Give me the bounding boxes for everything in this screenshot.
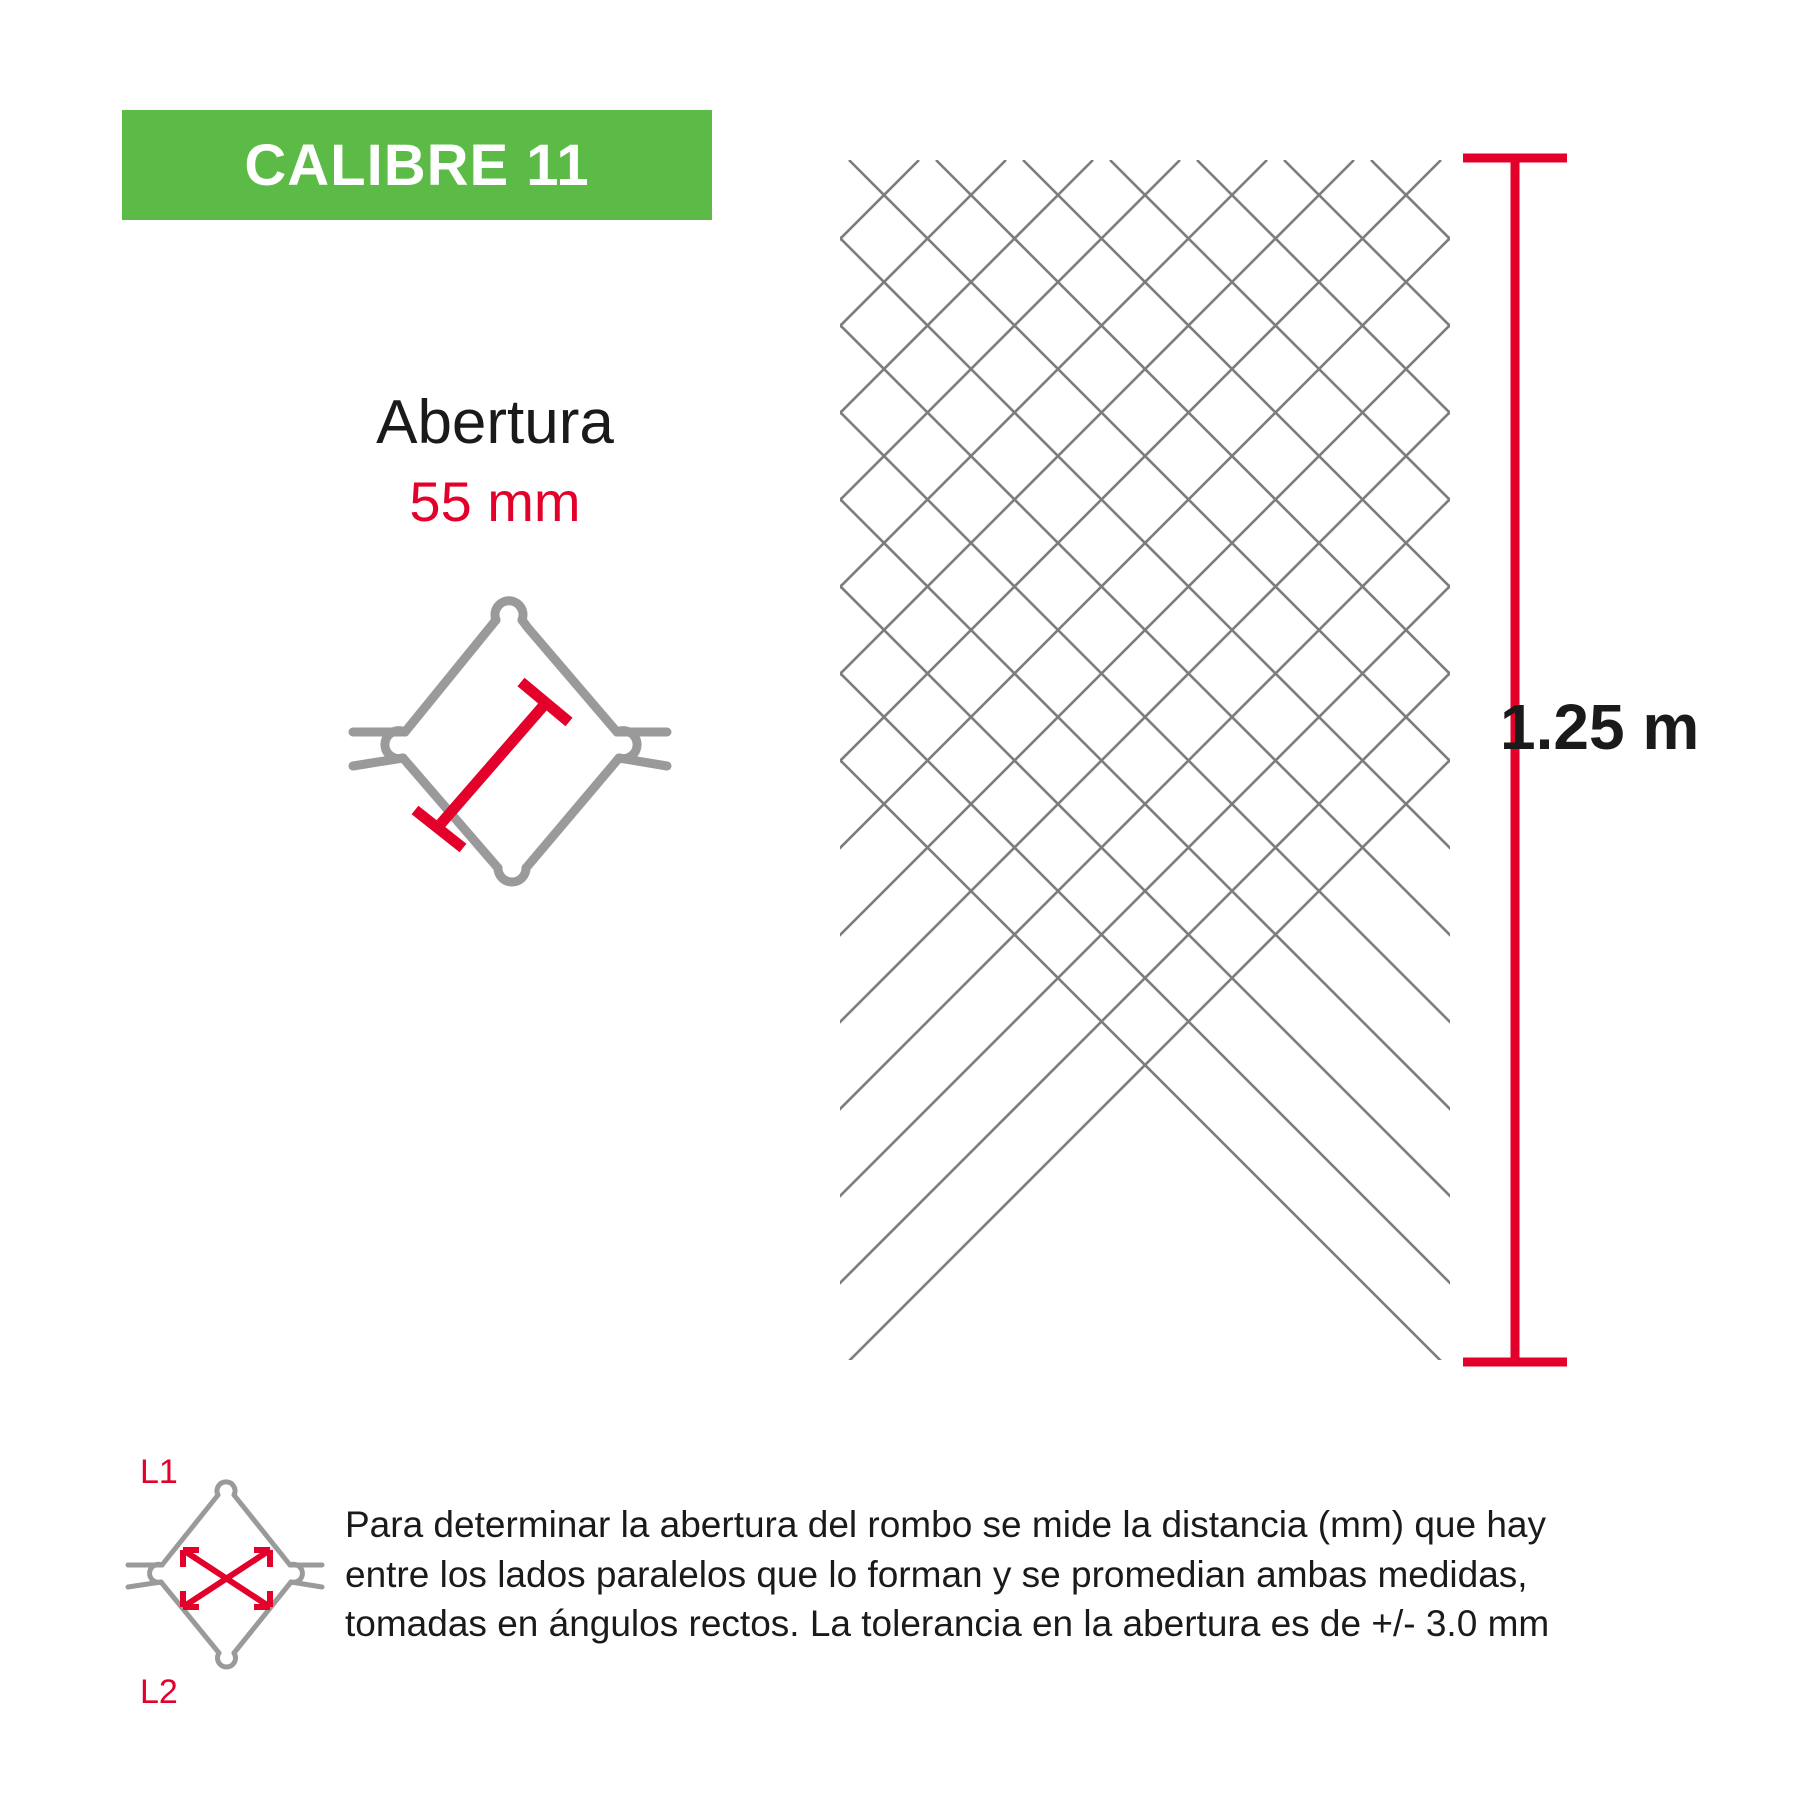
aperture-value: 55 mm xyxy=(409,470,581,534)
height-dimension-label: 1.25 m xyxy=(1500,691,1700,763)
footer-text-line-2: entre los lados paralelos que lo forman y se promedian ambas medidas, xyxy=(345,1553,1528,1595)
footer-text-line-3: tomadas en ángulos rectos. La tolerancia en la abertura es de +/- 3.0 mm xyxy=(345,1603,1550,1645)
footer-label-l2: L2 xyxy=(140,1673,178,1711)
footer-description xyxy=(345,1500,1720,1649)
footer-label-l1: L1 xyxy=(140,1455,178,1491)
footer-knuckle-top-icon xyxy=(217,1482,235,1495)
aperture-measure-arrow xyxy=(415,682,569,848)
mesh-detail-diagram xyxy=(345,580,675,980)
footer-diamond-diagram xyxy=(120,1455,330,1715)
aperture-label-block xyxy=(330,390,660,532)
calibre-badge-label: CALIBRE 11 xyxy=(244,132,590,198)
footer-text-line-1: Para determinar la abertura del rombo se mide la distancia (mm) que hay xyxy=(345,1504,1547,1545)
mesh-wire-group xyxy=(840,160,1450,1360)
footer-knuckle-bottom-icon xyxy=(218,1653,236,1667)
footer-measure-arrows xyxy=(183,1550,270,1607)
aperture-title: Abertura xyxy=(376,388,614,457)
knuckle-bottom-icon xyxy=(498,868,526,882)
calibre-badge xyxy=(122,110,712,220)
chain-link-mesh-illustration xyxy=(840,160,1450,1360)
